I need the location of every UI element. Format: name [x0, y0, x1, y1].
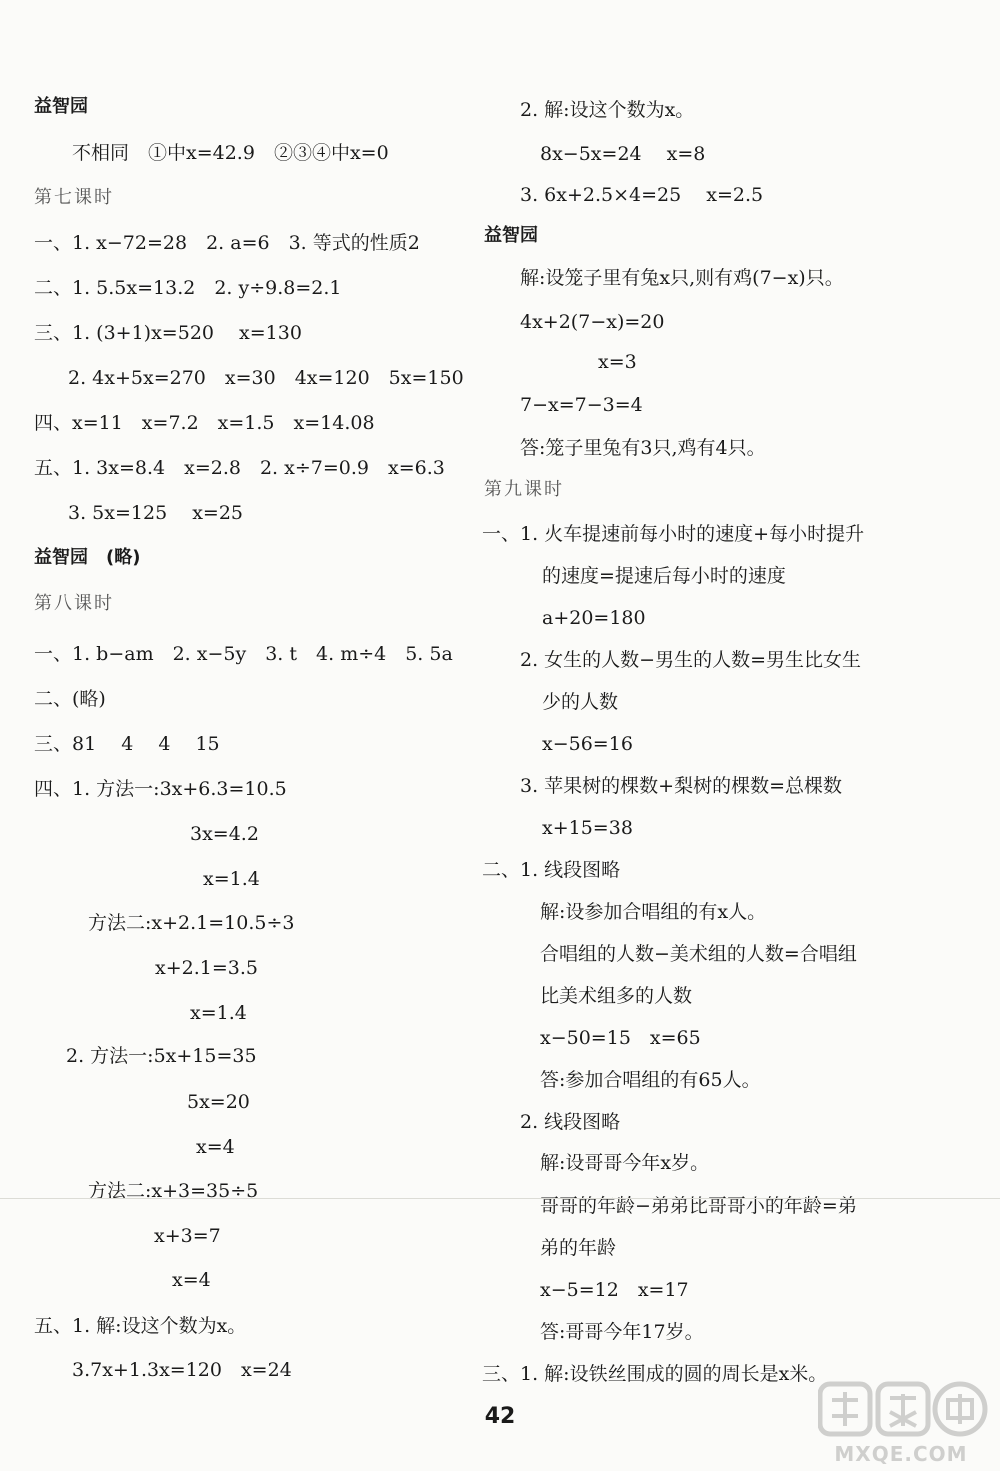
left-line: 3x=4.2: [190, 823, 259, 845]
left-line: x+2.1=3.5: [155, 957, 258, 979]
left-line: x=1.4: [203, 868, 260, 890]
right-line: 4x+2(7−x)=20: [520, 311, 665, 333]
left-line: 益智园 (略): [34, 547, 141, 568]
left-line: 益智园: [34, 96, 88, 117]
left-line: 一、1. x−72=28 2. a=6 3. 等式的性质2: [34, 232, 420, 254]
left-line: 二、1. 5.5x=13.2 2. y÷9.8=2.1: [34, 277, 342, 299]
right-line: x−5=12 x=17: [540, 1279, 689, 1301]
page-fold-line: [0, 1198, 1000, 1199]
right-line: 第九课时: [484, 479, 564, 500]
right-line: x+15=38: [542, 817, 633, 839]
right-line: 2. 线段图略: [520, 1111, 621, 1133]
right-line: 合唱组的人数−美术组的人数=合唱组: [540, 943, 857, 965]
watermark: [806, 1380, 996, 1468]
right-line: x=3: [598, 351, 637, 373]
left-line: 三、1. (3+1)x=520 x=130: [34, 322, 302, 344]
right-line: 答:哥哥今年17岁。: [540, 1321, 704, 1343]
right-line: x−56=16: [542, 733, 633, 755]
left-line: 5x=20: [187, 1091, 250, 1113]
left-line: 五、1. 解:设这个数为x。: [34, 1315, 247, 1337]
left-line: 3.7x+1.3x=120 x=24: [72, 1359, 292, 1381]
right-line: 哥哥的年龄−弟弟比哥哥小的年龄=弟: [540, 1195, 857, 1217]
right-line: 少的人数: [542, 691, 619, 713]
right-line: 解:设参加合唱组的有x人。: [540, 901, 767, 923]
right-line: 3. 6x+2.5×4=25 x=2.5: [520, 184, 764, 206]
left-line: x=1.4: [190, 1002, 247, 1024]
left-line: 不相同 ①中x=42.9 ②③④中x=0: [72, 142, 389, 164]
right-line: 答:笼子里兔有3只,鸡有4只。: [520, 437, 766, 459]
left-line: 方法二:x+3=35÷5: [88, 1180, 259, 1202]
right-line: 3. 苹果树的棵数+梨树的棵数=总棵数: [520, 775, 843, 797]
left-line: x=4: [196, 1136, 235, 1158]
right-line: 解:设哥哥今年x岁。: [540, 1152, 710, 1174]
left-line: x+3=7: [154, 1225, 221, 1247]
page-number: 42: [484, 1404, 516, 1429]
right-line: 一、1. 火车提速前每小时的速度+每小时提升: [482, 523, 865, 545]
right-line: 解:设笼子里有兔x只,则有鸡(7−x)只。: [520, 267, 844, 289]
right-line: 三、1. 解:设铁丝围成的圆的周长是x米。: [482, 1363, 828, 1385]
right-line: 弟的年龄: [540, 1237, 617, 1259]
left-line: 五、1. 3x=8.4 x=2.8 2. x÷7=0.9 x=6.3: [34, 457, 445, 479]
left-line: 四、x=11 x=7.2 x=1.5 x=14.08: [34, 412, 375, 434]
left-line: 2. 4x+5x=270 x=30 4x=120 5x=150: [68, 367, 464, 389]
watermark-logo-icon: [818, 1380, 988, 1438]
right-line: 二、1. 线段图略: [482, 859, 621, 881]
left-line: 3. 5x=125 x=25: [68, 502, 244, 524]
left-line: 四、1. 方法一:3x+6.3=10.5: [34, 778, 287, 800]
right-line: x−50=15 x=65: [540, 1027, 701, 1049]
right-line: 2. 解:设这个数为x。: [520, 99, 695, 121]
left-line: 三、81 4 4 15: [34, 733, 220, 755]
right-line: 8x−5x=24 x=8: [540, 143, 706, 165]
right-line: 比美术组多的人数: [540, 985, 693, 1007]
left-line: 方法二:x+2.1=10.5÷3: [88, 912, 295, 934]
left-line: 2. 方法一:5x+15=35: [66, 1045, 257, 1067]
left-line: 第八课时: [34, 593, 114, 614]
right-line: 2. 女生的人数−男生的人数=男生比女生: [520, 649, 862, 671]
right-line: 答:参加合唱组的有65人。: [540, 1069, 761, 1091]
left-line: 第七课时: [34, 187, 114, 208]
right-line: 7−x=7−3=4: [520, 394, 643, 416]
right-line: 益智园: [484, 225, 538, 246]
left-line: x=4: [172, 1269, 211, 1291]
left-line: 一、1. b−am 2. x−5y 3. t 4. m÷4 5. 5a: [34, 643, 453, 665]
left-line: 二、(略): [34, 688, 106, 710]
right-line: 的速度=提速后每小时的速度: [542, 565, 786, 587]
right-line: a+20=180: [542, 607, 646, 629]
watermark-site: MXQE.COM: [834, 1442, 968, 1466]
